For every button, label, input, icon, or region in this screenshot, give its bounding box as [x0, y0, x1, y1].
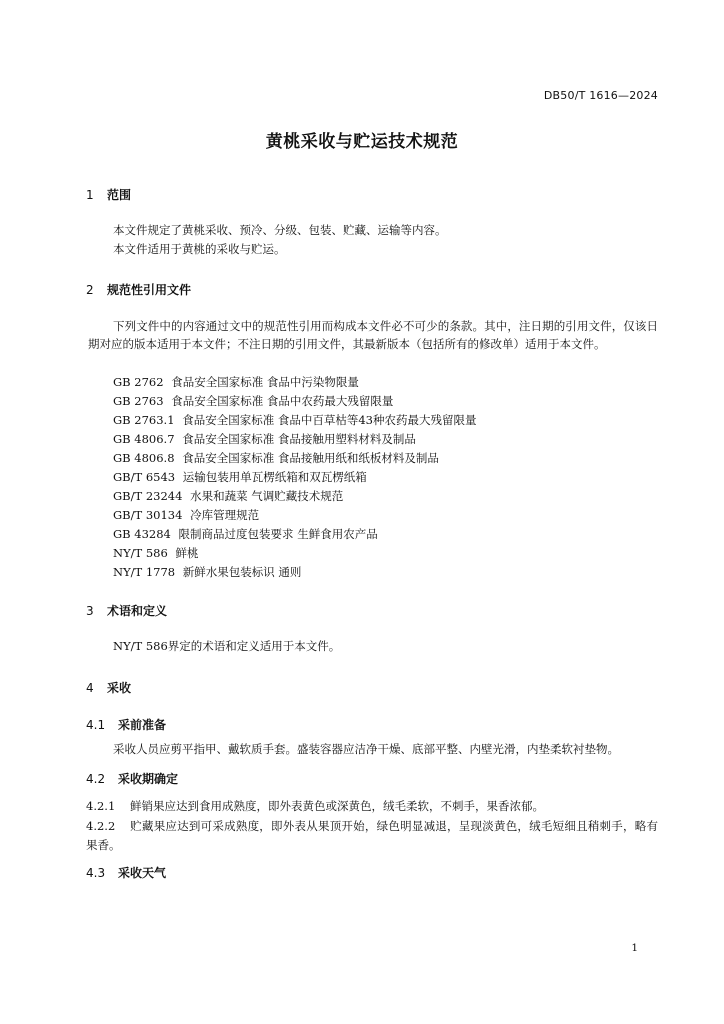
reference-name: 运输包装用单瓦楞纸箱和双瓦楞纸箱 [182, 470, 367, 484]
reference-code: GB 4806.7 [113, 432, 175, 446]
reference-item [113, 469, 367, 485]
reference-item [113, 488, 343, 504]
section-3-text: NY/T 586界定的术语和定义适用于本文件。 [113, 639, 341, 653]
reference-item [113, 545, 198, 561]
subsection-number: 4.3 [86, 866, 106, 880]
subsection-number: 4.2 [86, 772, 106, 786]
section-3-heading [86, 602, 167, 619]
reference-name: 冷库管理规范 [190, 508, 260, 522]
reference-name: 限制商品过度包装要求 生鲜食用农产品 [178, 527, 378, 541]
reference-code: NY/T 586 [113, 546, 168, 560]
reference-name: 新鲜水果包装标识 通则 [182, 565, 302, 579]
standard-code: DB50/T 1616—2024 [543, 89, 658, 102]
reference-item [113, 393, 393, 409]
subsection-4-3-heading [86, 864, 166, 881]
reference-code: GB/T 6543 [113, 470, 176, 484]
reference-code: GB 2763.1 [113, 413, 175, 427]
clause-text: 贮藏果应达到可采成熟度，即外表从果顶开始，绿色明显减退，呈现淡黄色，绒毛短细且稍刺手，略有果香。 [86, 819, 658, 852]
document-title: 黄桃采收与贮运技术规范 [265, 132, 459, 152]
subsection-number: 4.1 [86, 718, 106, 732]
reference-code: GB 4806.8 [113, 451, 175, 465]
section-number: 4 [86, 681, 94, 695]
reference-code: GB/T 23244 [113, 489, 183, 503]
reference-code: GB 2763 [113, 394, 164, 408]
reference-name: 水果和蔬菜 气调贮藏技术规范 [190, 489, 344, 503]
section-title: 范围 [107, 188, 132, 202]
subsection-title: 采收期确定 [118, 772, 179, 786]
reference-item [113, 507, 259, 523]
clause-number: 4.2.2 [86, 819, 116, 833]
clause-4-2-1 [86, 798, 544, 814]
subsection-4-2-heading [86, 770, 178, 787]
reference-name: 食品安全国家标准 食品接触用塑料材料及制品 [182, 432, 416, 446]
section-2-heading [86, 281, 191, 298]
section-title: 术语和定义 [107, 604, 168, 618]
subsection-4-1-text: 采收人员应剪平指甲、戴软质手套。盛装容器应洁净干燥、底部平整、内壁光滑，内垫柔软衬垫物。 [113, 742, 619, 756]
reference-code: GB 43284 [113, 527, 171, 541]
reference-name: 鲜桃 [175, 546, 199, 560]
section-4-heading [86, 679, 131, 696]
reference-item [113, 564, 301, 580]
section-2-intro: 下列文件中的内容通过文中的规范性引用而构成本文件必不可少的条款。其中，注日期的引用文件，仅该日期对应的版本适用于本文件；不注日期的引用文件，其最新版本（包括所有的修改单）适用于本文件。 [88, 319, 658, 351]
reference-code: GB 2762 [113, 375, 164, 389]
reference-item [113, 374, 359, 390]
subsection-title: 采前准备 [118, 718, 167, 732]
section-number: 2 [86, 283, 94, 297]
reference-item [113, 431, 416, 447]
reference-name: 食品安全国家标准 食品接触用纸和纸板材料及制品 [182, 451, 439, 465]
reference-name: 食品安全国家标准 食品中农药最大残留限量 [171, 394, 394, 408]
section-number: 1 [86, 188, 94, 202]
section-1-line-1: 本文件规定了黄桃采收、预冷、分级、包装、贮藏、运输等内容。 [113, 223, 447, 237]
section-1-heading [86, 186, 131, 203]
section-1-line-2: 本文件适用于黄桃的采收与贮运。 [113, 242, 286, 256]
reference-name: 食品安全国家标准 食品中百草枯等43种农药最大残留限量 [182, 413, 477, 427]
reference-item [113, 412, 477, 428]
clause-text: 鲜销果应达到食用成熟度，即外表黄色或深黄色，绒毛柔软，不刺手，果香浓郁。 [130, 799, 544, 813]
subsection-4-1-heading [86, 716, 166, 733]
clause-4-2-2 [86, 817, 658, 855]
section-number: 3 [86, 604, 94, 618]
reference-name: 食品安全国家标准 食品中污染物限量 [171, 375, 359, 389]
reference-code: GB/T 30134 [113, 508, 183, 522]
reference-item [113, 526, 378, 542]
reference-code: NY/T 1778 [113, 565, 176, 579]
page-number: 1 [631, 942, 638, 954]
subsection-title: 采收天气 [118, 866, 167, 880]
reference-item [113, 450, 439, 466]
clause-number: 4.2.1 [86, 799, 116, 813]
section-title: 规范性引用文件 [107, 283, 192, 297]
section-title: 采收 [107, 681, 132, 695]
